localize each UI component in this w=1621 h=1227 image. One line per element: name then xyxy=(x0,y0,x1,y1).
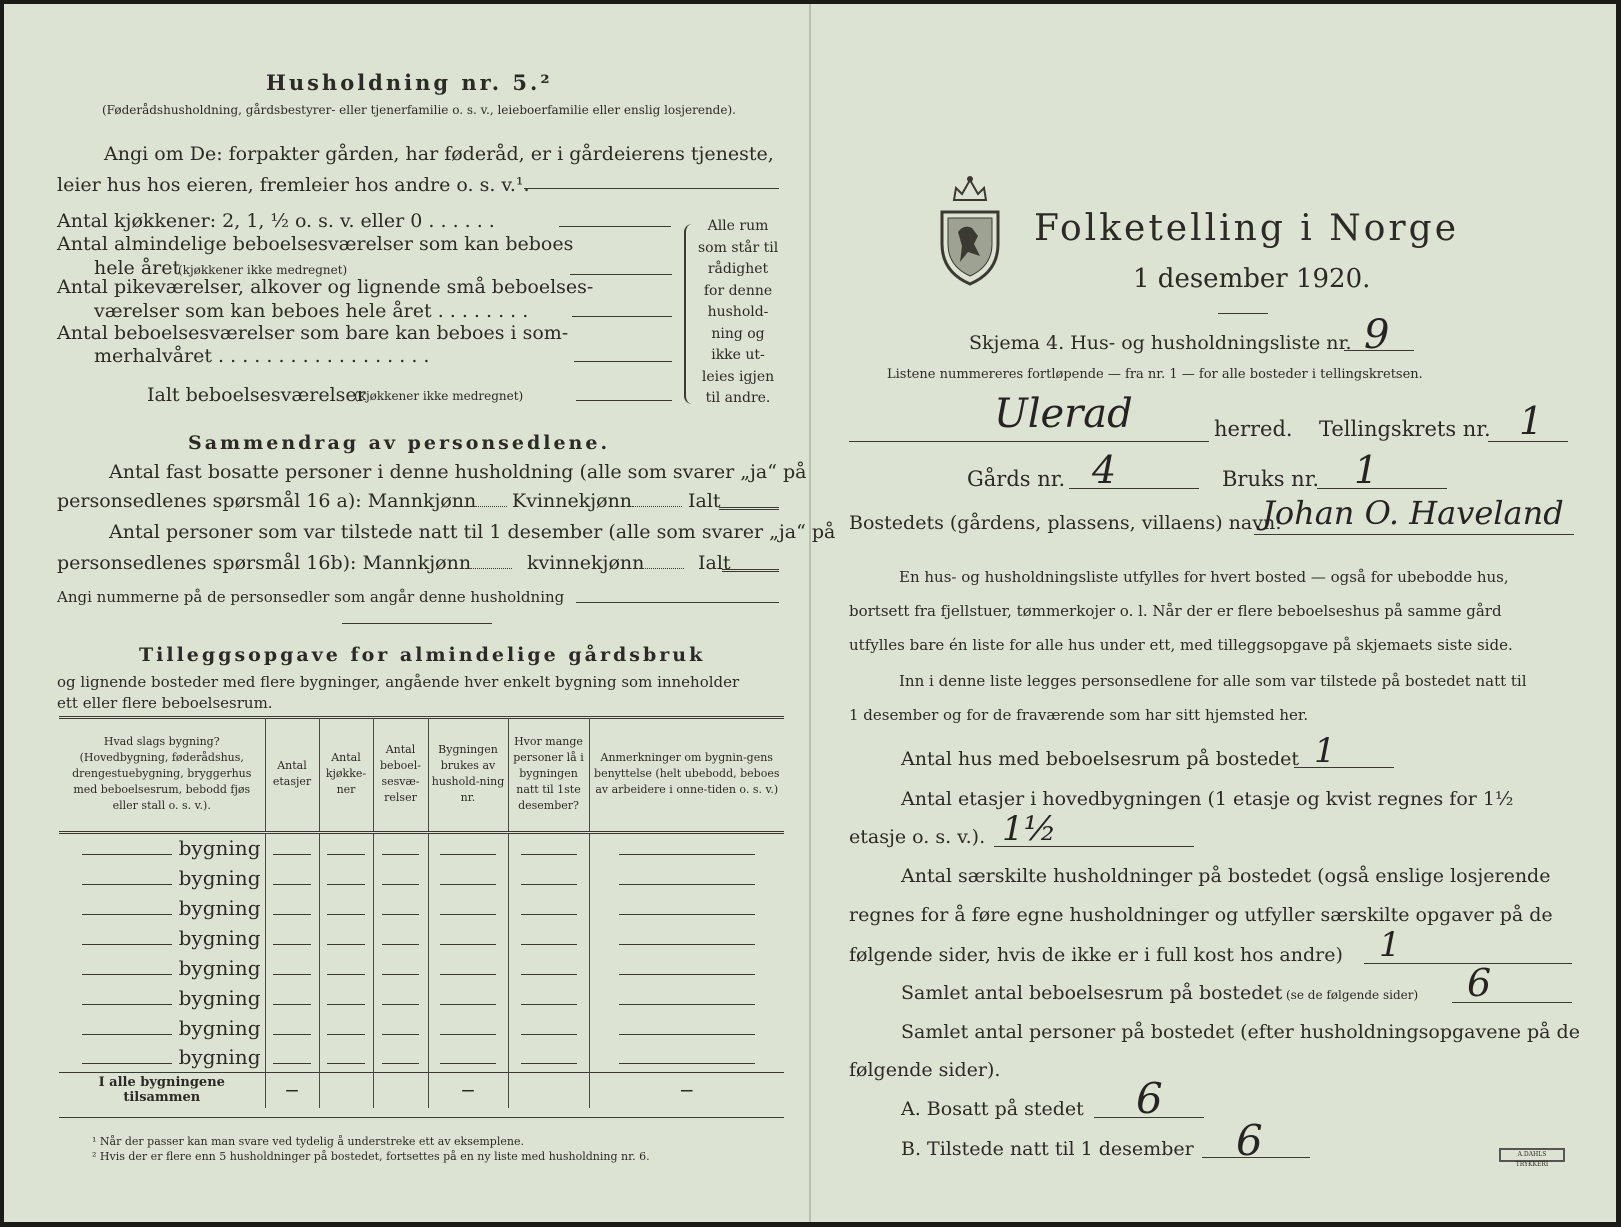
cell-line[interactable] xyxy=(327,835,364,855)
side-note-line: for denne xyxy=(703,282,773,299)
table-row[interactable] xyxy=(59,922,784,952)
etasjer-value[interactable]: 1½ xyxy=(1002,809,1057,849)
pike-line1: Antal pikeværelser, alkover og lignende små beboelses- xyxy=(57,276,594,298)
footnote-2: ² Hvis der er flere enn 5 husholdninger på bostedet, fortsettes på en ny liste med husholdning nr. 6. xyxy=(92,1150,650,1163)
row-answer-line[interactable] xyxy=(82,895,173,915)
instruction-5: 1 desember og for de fraværende som har sitt hjemsted her. xyxy=(849,706,1309,724)
etasjer-line xyxy=(994,846,1194,847)
cell-line[interactable] xyxy=(273,985,310,1005)
tilstede-line2: personsedlenes spørsmål 16b): Mannkjønn xyxy=(57,552,472,574)
sers-value[interactable]: 1 xyxy=(1379,925,1401,965)
cell-line[interactable] xyxy=(273,925,310,945)
etasjer-line1: Antal etasjer i hovedbygningen (1 etasje og kvist regnes for 1½ xyxy=(901,788,1514,810)
bosatt-line xyxy=(1094,1117,1204,1118)
gard-value[interactable]: 4 xyxy=(1092,448,1117,492)
bosatt-value[interactable]: 6 xyxy=(1136,1074,1163,1123)
row-label: bygning xyxy=(178,985,261,1010)
cell-line[interactable] xyxy=(440,895,495,915)
tilstede-kvinne-label: kvinnekjønn xyxy=(527,552,645,574)
cell-line[interactable] xyxy=(327,1044,364,1064)
cell-line[interactable] xyxy=(440,985,495,1005)
sers-line3: følgende sider, hvis de ikke er i full kost hos andre) xyxy=(849,944,1343,966)
sum-dash: — xyxy=(428,1072,508,1108)
title-divider xyxy=(1218,313,1268,314)
cell-line[interactable] xyxy=(521,1044,577,1064)
cell-line[interactable] xyxy=(619,985,755,1005)
cell-line[interactable] xyxy=(521,835,577,855)
fast-kvinne-label: Kvinnekjønn xyxy=(512,490,633,512)
cell-line[interactable] xyxy=(619,865,755,885)
bruk-value[interactable]: 1 xyxy=(1354,448,1379,492)
row-answer-line[interactable] xyxy=(82,835,173,855)
cell-line[interactable] xyxy=(521,985,577,1005)
side-note-line: som står til xyxy=(698,239,779,256)
instruction-1: En hus- og husholdningsliste utfylles for hvert bosted — også for ubebodde hus, xyxy=(899,568,1509,586)
census-date: 1 desember 1920. xyxy=(1133,264,1371,294)
tilstede-line xyxy=(1202,1157,1310,1158)
etasjer-line2: etasje o. s. v.). xyxy=(849,826,986,848)
bosatt-label: A. Bosatt på stedet xyxy=(901,1098,1084,1120)
page-fold xyxy=(809,4,811,1222)
side-note-line: hushold- xyxy=(707,304,769,320)
cell-line[interactable] xyxy=(440,1015,495,1035)
cell-line[interactable] xyxy=(521,865,577,885)
instruction-2: bortsett fra fjellstuer, tømmerkojer o. l. Når der er flere beboelseshus på samme gård xyxy=(849,602,1502,620)
pike-line2: værelser som kan beboes hele året . . . . . . . . xyxy=(94,300,529,322)
fast-mann-answer[interactable] xyxy=(457,506,507,507)
almindelige-line2: hele året xyxy=(94,257,181,279)
bruk-label: Bruks nr. xyxy=(1222,467,1320,491)
row-label: bygning xyxy=(178,955,261,980)
cell-line[interactable] xyxy=(273,955,310,975)
cell-line[interactable] xyxy=(521,925,577,945)
cell-line[interactable] xyxy=(327,895,364,915)
krets-label: Tellingskrets nr. xyxy=(1319,417,1491,441)
fast-line1: Antal fast bosatte personer i denne husholdning (alle som svarer „ja“ på xyxy=(109,461,807,483)
side-note-line: Alle rum xyxy=(707,218,769,234)
row-label: bygning xyxy=(178,836,261,861)
sum-dash: — xyxy=(589,1072,784,1108)
side-note-line: til andre. xyxy=(705,390,771,406)
section-divider xyxy=(342,623,492,624)
cell-line[interactable] xyxy=(327,1015,364,1035)
tilstede-line1: Antal personer som var tilstede natt til 1 desember (alle som svarer „ja“ på xyxy=(109,521,836,543)
samlet-rum-line xyxy=(1452,1002,1572,1003)
angi-line1: Angi om De: forpakter gården, har føderåd, er i gårdeierens tjeneste, xyxy=(104,143,774,165)
cell-line[interactable] xyxy=(382,1015,420,1035)
table-row[interactable] xyxy=(59,832,784,862)
herred-label: herred. xyxy=(1214,417,1293,441)
row-label: bygning xyxy=(178,925,261,950)
skjema-nr-line xyxy=(1344,350,1414,351)
cell-line[interactable] xyxy=(273,895,310,915)
table-row[interactable] xyxy=(59,982,784,1012)
kjokkener-answer-line[interactable] xyxy=(559,226,671,227)
almindelige-note: (kjøkkener ikke medregnet) xyxy=(178,263,348,277)
kjokkener-label: Antal kjøkkener: 2, 1, ½ o. s. v. eller 0 . . . . . . xyxy=(57,210,495,232)
sers-line1: Antal særskilte husholdninger på bostedet (også enslige losjerende xyxy=(901,865,1551,887)
angi-line2: leier hus hos eieren, fremleier hos andre o. s. v.¹. xyxy=(57,174,530,196)
samlet-rum-label: Samlet antal beboelsesrum på bostedet xyxy=(901,982,1283,1004)
cell-line[interactable] xyxy=(382,835,420,855)
fast-line2: personsedlenes spørsmål 16 a): Mannkjønn xyxy=(57,490,477,512)
fast-ialt-label: Ialt xyxy=(688,490,721,512)
table-bottom-rule xyxy=(59,1117,784,1118)
col-header-bygning: Hvad slags bygning? (Hovedbygning, føderådshus, drengestuebygning, bryggerhus med beboelsesrum, bebodd fjøs eller stall o. s. v.). xyxy=(59,718,265,832)
cell-line[interactable] xyxy=(327,925,364,945)
samlet-pers-line1: Samlet antal personer på bostedet (efter husholdningsopgavene på de xyxy=(901,1021,1580,1043)
row-answer-line[interactable] xyxy=(82,955,173,975)
cell-line[interactable] xyxy=(382,865,420,885)
bruk-line xyxy=(1317,488,1447,489)
row-answer-line[interactable] xyxy=(82,925,173,945)
cell-line[interactable] xyxy=(440,1044,495,1064)
bosted-label: Bostedets (gårdens, plassens, villaens) navn: xyxy=(849,512,1282,534)
cell-line[interactable] xyxy=(382,895,420,915)
census-title: Folketelling i Norge xyxy=(1034,208,1459,249)
household-title: Husholdning nr. 5.² xyxy=(266,70,553,95)
tilstede-value[interactable]: 6 xyxy=(1236,1116,1263,1165)
coat-of-arms-icon xyxy=(934,172,1006,292)
cell-line[interactable] xyxy=(382,925,420,945)
skjema-label: Skjema 4. Hus- og husholdningsliste nr. xyxy=(969,332,1352,354)
instruction-3: utfylles bare én liste for alle hus under ett, med tilleggsopgave på skjemaets siste side. xyxy=(849,636,1513,654)
cell-line[interactable] xyxy=(273,1044,310,1064)
col-header-husholdning: Bygningen brukes av hushold-ning nr. xyxy=(428,718,508,832)
tillegg-line2: ett eller flere beboelsesrum. xyxy=(57,694,273,712)
tilstede-label: B. Tilstede natt til 1 desember xyxy=(901,1138,1194,1160)
herred-value[interactable]: Ulerad xyxy=(994,391,1133,437)
cell-line[interactable] xyxy=(327,985,364,1005)
household-subtitle: (Føderådshusholdning, gårdsbestyrer- eller tjenerfamilie o. s. v., leieboerfamilie eller enslig losjerende). xyxy=(102,103,736,117)
samlet-pers-line2: følgende sider). xyxy=(849,1059,1001,1081)
cell-line[interactable] xyxy=(440,955,495,975)
krets-value[interactable]: 1 xyxy=(1519,399,1544,443)
row-label: bygning xyxy=(178,1045,261,1070)
fast-kvinne-answer[interactable] xyxy=(632,506,682,507)
cell-line[interactable] xyxy=(382,955,420,975)
tilstede-mann-answer[interactable] xyxy=(462,568,512,569)
almindelige-answer-line[interactable] xyxy=(570,274,672,275)
cell-line[interactable] xyxy=(619,895,755,915)
table-row[interactable] xyxy=(59,892,784,922)
cell-line[interactable] xyxy=(619,925,755,945)
gard-line xyxy=(1069,488,1199,489)
sommer-line2: merhalvåret . . . . . . . . . . . . . . . . . . xyxy=(94,345,430,367)
row-answer-line[interactable] xyxy=(82,865,173,885)
cell-line[interactable] xyxy=(619,835,755,855)
cell-line[interactable] xyxy=(273,1015,310,1035)
tilstede-ialt-answer[interactable] xyxy=(722,569,779,572)
row-label: bygning xyxy=(178,895,261,920)
angi-answer-line[interactable] xyxy=(524,188,779,189)
col-header-vaerelser: Antal beboel-sesvæ-relser xyxy=(373,718,428,832)
tillegg-title: Tilleggsopgave for almindelige gårdsbruk xyxy=(139,644,706,666)
ialt-note: (kjøkkener ikke medregnet) xyxy=(354,389,524,403)
cell-line[interactable] xyxy=(619,1015,755,1035)
sum-label: I alle bygningene tilsammen xyxy=(59,1072,265,1108)
cell-line[interactable] xyxy=(273,865,310,885)
cell-line[interactable] xyxy=(619,1044,755,1064)
gard-label: Gårds nr. xyxy=(967,467,1066,491)
tilstede-kvinne-answer[interactable] xyxy=(634,568,684,569)
nummer-answer-line[interactable] xyxy=(576,602,779,603)
row-answer-line[interactable] xyxy=(82,985,173,1005)
hus-value[interactable]: 1 xyxy=(1314,731,1336,771)
cell-line[interactable] xyxy=(440,925,495,945)
row-label: bygning xyxy=(178,1015,261,1040)
cell-line[interactable] xyxy=(440,865,495,885)
col-header-etasjer: Antal etasjer xyxy=(265,718,319,832)
ialt-answer-line[interactable] xyxy=(576,400,672,401)
row-answer-line[interactable] xyxy=(82,1015,173,1035)
table-row[interactable] xyxy=(59,862,784,892)
cell-line[interactable] xyxy=(521,895,577,915)
side-note-line: ikke ut- xyxy=(711,347,765,363)
samlet-rum-value[interactable]: 6 xyxy=(1467,961,1492,1005)
side-note-line: ning og xyxy=(711,325,765,342)
sommer-line1: Antal beboelsesværelser som bare kan beboes i som- xyxy=(57,322,569,344)
bosted-value[interactable]: Johan O. Haveland xyxy=(1262,494,1564,532)
herred-line xyxy=(849,441,1209,442)
pike-answer-line[interactable] xyxy=(572,316,672,317)
listene-note: Listene nummereres fortløpende — fra nr. 1 — for alle bosteder i tellingskretsen. xyxy=(887,367,1423,382)
sommer-answer-line[interactable] xyxy=(574,361,672,362)
side-note xyxy=(698,216,778,410)
cell-line[interactable] xyxy=(619,955,755,975)
side-note-line: leies igjen xyxy=(701,368,775,385)
sers-line2: regnes for å føre egne husholdninger og utfyller særskilte opgaver på de xyxy=(849,904,1553,926)
row-answer-line[interactable] xyxy=(82,1044,173,1064)
bosted-line xyxy=(1254,534,1574,535)
side-note-line: rådighet xyxy=(707,261,769,277)
col-header-anmerkninger: Anmerkninger om bygnin-gens benyttelse (helt ubebodd, beboes av arbeidere i onne-tiden o. s. v.) xyxy=(589,718,784,832)
building-table xyxy=(59,718,784,1108)
footnote-1: ¹ Når der passer kan man svare ved tydelig å understreke ett av eksemplene. xyxy=(92,1135,524,1148)
col-header-kjokkener: Antal kjøkke-ner xyxy=(319,718,373,832)
table-row[interactable] xyxy=(59,1012,784,1042)
row-label: bygning xyxy=(178,865,261,890)
hus-line xyxy=(1294,767,1394,768)
cell-line[interactable] xyxy=(327,865,364,885)
hus-label: Antal hus med beboelsesrum på bostedet xyxy=(901,748,1300,770)
nummer-line: Angi nummerne på de personsedler som angår denne husholdning xyxy=(57,588,565,606)
census-form-sheet xyxy=(4,4,1616,1222)
cell-line[interactable] xyxy=(521,1015,577,1035)
cell-line[interactable] xyxy=(382,985,420,1005)
samlet-rum-note: (se de følgende sider) xyxy=(1286,988,1419,1002)
table-row[interactable] xyxy=(59,1042,784,1072)
printer-stamp: A.DAHLS TRYKKERI xyxy=(1499,1148,1565,1162)
cell-line[interactable] xyxy=(273,835,310,855)
cell-line[interactable] xyxy=(521,955,577,975)
skjema-nr-value[interactable]: 9 xyxy=(1364,312,1390,358)
sammendrag-title: Sammendrag av personsedlene. xyxy=(188,432,611,454)
side-note-brace xyxy=(684,224,694,404)
tilstede-ialt-label: Ialt xyxy=(698,552,731,574)
table-row[interactable] xyxy=(59,952,784,982)
cell-line[interactable] xyxy=(382,1044,420,1064)
tillegg-line1: og lignende bosteder med flere bygninger, angående hver enkelt bygning som inneholder xyxy=(57,673,740,691)
cell-line[interactable] xyxy=(440,835,495,855)
instruction-4: Inn i denne liste legges personsedlene for alle som var tilstede på bostedet natt til xyxy=(899,672,1527,690)
ialt-label: Ialt beboelsesværelser xyxy=(147,384,366,406)
fast-ialt-answer[interactable] xyxy=(719,507,779,510)
cell-line[interactable] xyxy=(327,955,364,975)
col-header-personer: Hvor mange personer lå i bygningen natt til 1ste desember? xyxy=(508,718,589,832)
almindelige-line1: Antal almindelige beboelsesværelser som kan beboes xyxy=(57,233,574,255)
krets-line xyxy=(1488,441,1568,442)
sum-dash: — xyxy=(265,1072,319,1108)
table-sum-row xyxy=(59,1072,784,1108)
